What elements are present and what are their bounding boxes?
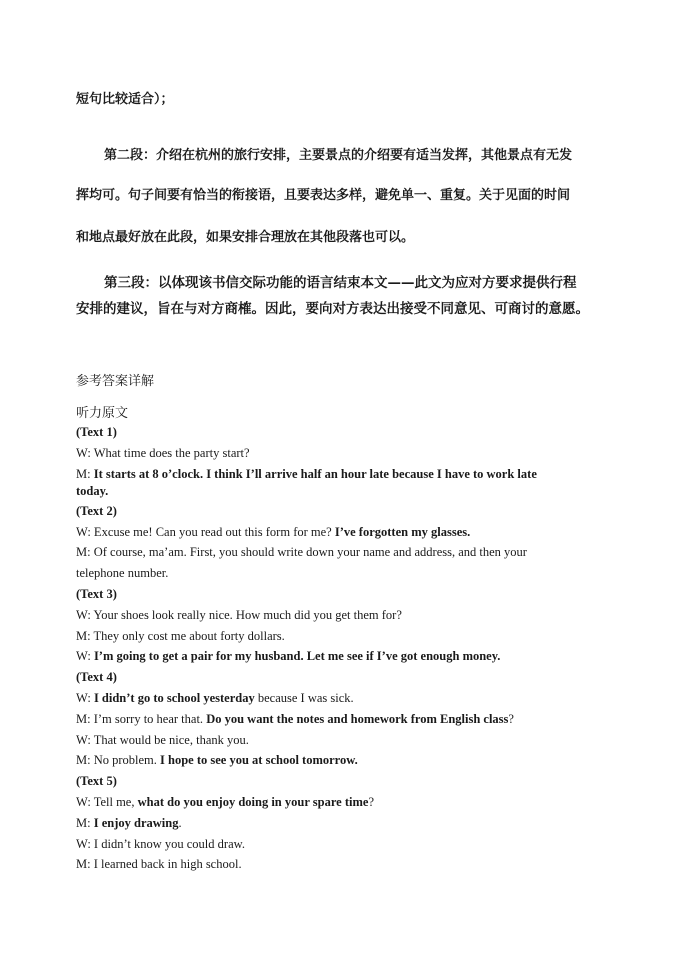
highlighted-answer: today. [76,484,109,498]
text-5-line-m1 [76,814,636,832]
line-text: ? [368,795,374,809]
text-5-line-w1 [76,793,636,811]
line-text: because I was sick. [254,691,354,705]
highlighted-answer: I didn’t go to school yesterday [93,691,255,705]
text-3-line-m: M: They only cost me about forty dollars. [76,629,285,643]
text-4-line-m2 [76,751,636,769]
text-5-line-m2: M: I learned back in high school. [76,857,242,871]
text-1-line-m [76,465,636,483]
text-5-heading: (Text 5) [76,774,117,788]
speaker-w: W: [76,691,94,705]
text-4-heading: (Text 4) [76,670,117,684]
highlighted-answer: I’ve forgotten my glasses. [334,525,471,539]
line-text: M: No problem. [76,753,161,767]
paragraph-2-line-1: 第二段：介绍在杭州的旅行安排，主要景点的介绍要有适当发挥，其他景点有无发 [104,148,573,163]
speaker-m: M: [76,816,94,830]
paragraph-3-line-1: 第三段：以体现该书信交际功能的语言结束本文——此文为应对方要求提供行程 [104,275,577,291]
text-4-line-m1 [76,710,636,728]
highlighted-answer: I’m going to get a pair for my husband. Let me see if I’ve got enough money. [93,649,501,663]
text-4-line-w1 [76,689,636,707]
transcript-title: 听力原文 [76,406,129,421]
text-2-heading: (Text 2) [76,504,117,518]
text-1-heading: (Text 1) [76,425,117,439]
previous-paragraph-tail: 短句比较适合）； [76,92,174,107]
text-1-line-m-cont [76,482,636,500]
line-text: W: Tell me, [76,795,138,809]
speaker-m: M: [76,467,94,481]
line-text: ? [508,712,514,726]
paragraph-2-line-3: 和地点最好放在此段，如果安排合理放在其他段落也可以。 [76,230,415,245]
highlighted-answer: It starts at 8 o’clock. I think I’ll arrive half an hour late because I have to work late [93,467,537,481]
speaker-w: W: [76,649,94,663]
line-text: W: Excuse me! Can you read out this form for me? [76,525,335,539]
text-3-line-w1: W: Your shoes look really nice. How much did you get them for? [76,608,402,622]
text-2-line-m: M: Of course, ma’am. First, you should write down your name and address, and then your [76,545,527,559]
text-4-line-w2: W: That would be nice, thank you. [76,733,249,747]
line-text: M: I’m sorry to hear that. [76,712,207,726]
section-title: 参考答案详解 [76,374,155,389]
highlighted-answer: what do you enjoy doing in your spare time [137,795,369,809]
highlighted-answer: I hope to see you at school tomorrow. [160,753,358,767]
paragraph-2-line-2: 挥均可。句子间要有恰当的衔接语，且要表达多样，避免单一、重复。关于见面的时间 [76,188,571,203]
text-3-line-w2 [76,647,636,665]
text-5-line-w2: W: I didn’t know you could draw. [76,837,245,851]
text-1-line-w: W: What time does the party start? [76,446,250,460]
paragraph-3-line-2: 安排的建议，旨在与对方商榷。因此，要向对方表达出接受不同意见、可商讨的意愿。 [76,301,589,317]
text-2-line-m-cont: telephone number. [76,566,169,580]
text-2-line-w [76,523,636,541]
highlighted-answer: Do you want the notes and homework from English class [206,712,509,726]
text-3-heading: (Text 3) [76,587,117,601]
highlighted-answer: I enjoy drawing [93,816,179,830]
line-text: . [178,816,182,830]
